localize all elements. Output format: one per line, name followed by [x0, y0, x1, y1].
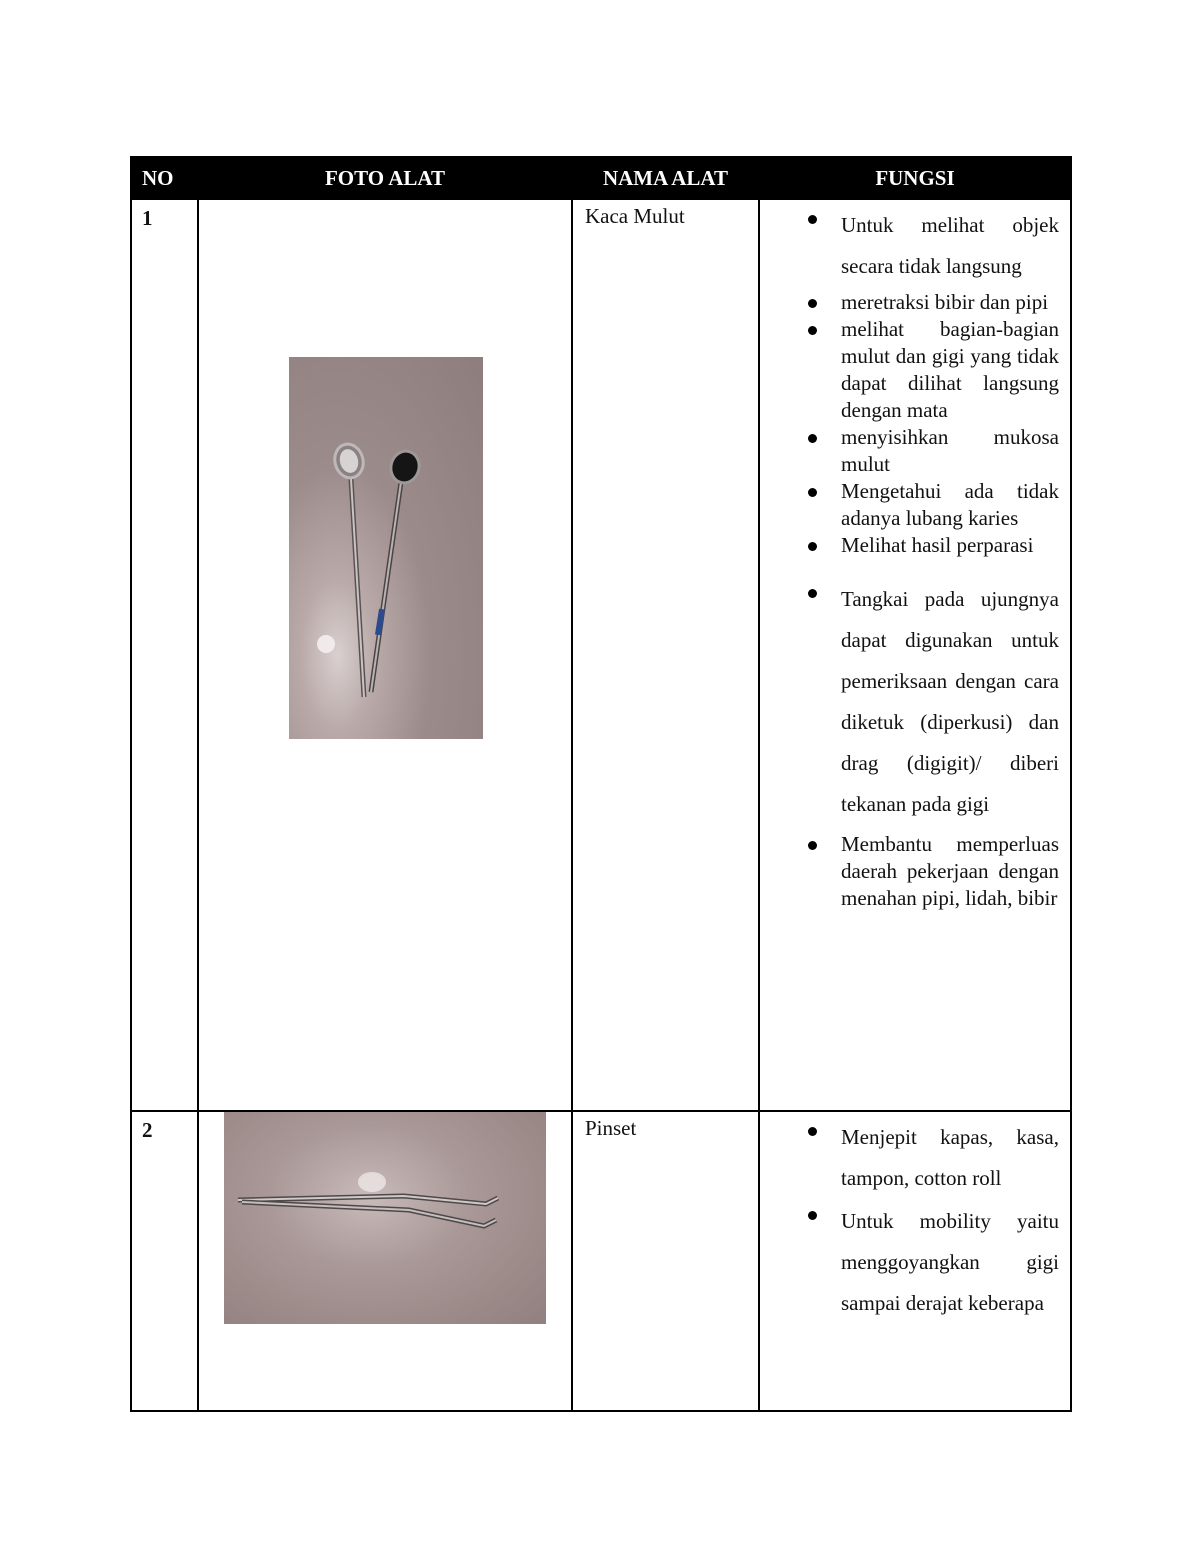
photo-cell — [198, 1111, 572, 1411]
function-cell — [759, 1111, 1071, 1411]
function-list — [761, 1113, 1069, 1324]
photo-cell — [198, 199, 572, 1111]
function-cell — [759, 199, 1071, 1111]
table-row — [131, 1111, 1071, 1411]
list-item: Untuk melihat objek secara tidak langsung — [761, 205, 1059, 287]
table-header-row — [131, 157, 1071, 199]
header-foto-alat: FOTO ALAT — [198, 157, 572, 199]
list-item: menyisihkan mukosa mulut — [761, 424, 1059, 478]
tool-name: Kaca Mulut — [572, 199, 759, 1111]
row-number: 1 — [131, 199, 198, 1111]
tweezers-photo — [224, 1112, 546, 1324]
tool-name: Pinset — [572, 1111, 759, 1411]
list-item: Mengetahui ada tidak adanya lubang karies — [761, 478, 1059, 532]
list-item: Menjepit kapas, kasa, tampon, cotton roll — [761, 1117, 1059, 1199]
row-number: 2 — [131, 1111, 198, 1411]
table-row — [131, 199, 1071, 1111]
mouth-mirror-photo — [289, 357, 483, 739]
list-item: Membantu memperluas daerah pekerjaan dengan menahan pipi, lidah, bibir — [761, 831, 1059, 912]
list-item: melihat bagian-bagian mulut dan gigi yang tidak dapat dilihat langsung dengan mata — [761, 316, 1059, 424]
function-list — [761, 201, 1069, 912]
header-no: NO — [131, 157, 198, 199]
header-fungsi: FUNGSI — [759, 157, 1071, 199]
tools-table — [130, 156, 1072, 1412]
list-item: Untuk mobility yaitu menggoyangkan gigi sampai derajat keberapa — [761, 1201, 1059, 1324]
header-nama-alat: NAMA ALAT — [572, 157, 759, 199]
list-item: meretraksi bibir dan pipi — [761, 289, 1059, 316]
list-item: Melihat hasil perparasi — [761, 532, 1059, 559]
list-item: Tangkai pada ujungnya dapat digunakan untuk pemeriksaan dengan cara diketuk (diperkusi) dan drag (digigit)/ diberi tekanan pada gigi — [761, 579, 1059, 825]
